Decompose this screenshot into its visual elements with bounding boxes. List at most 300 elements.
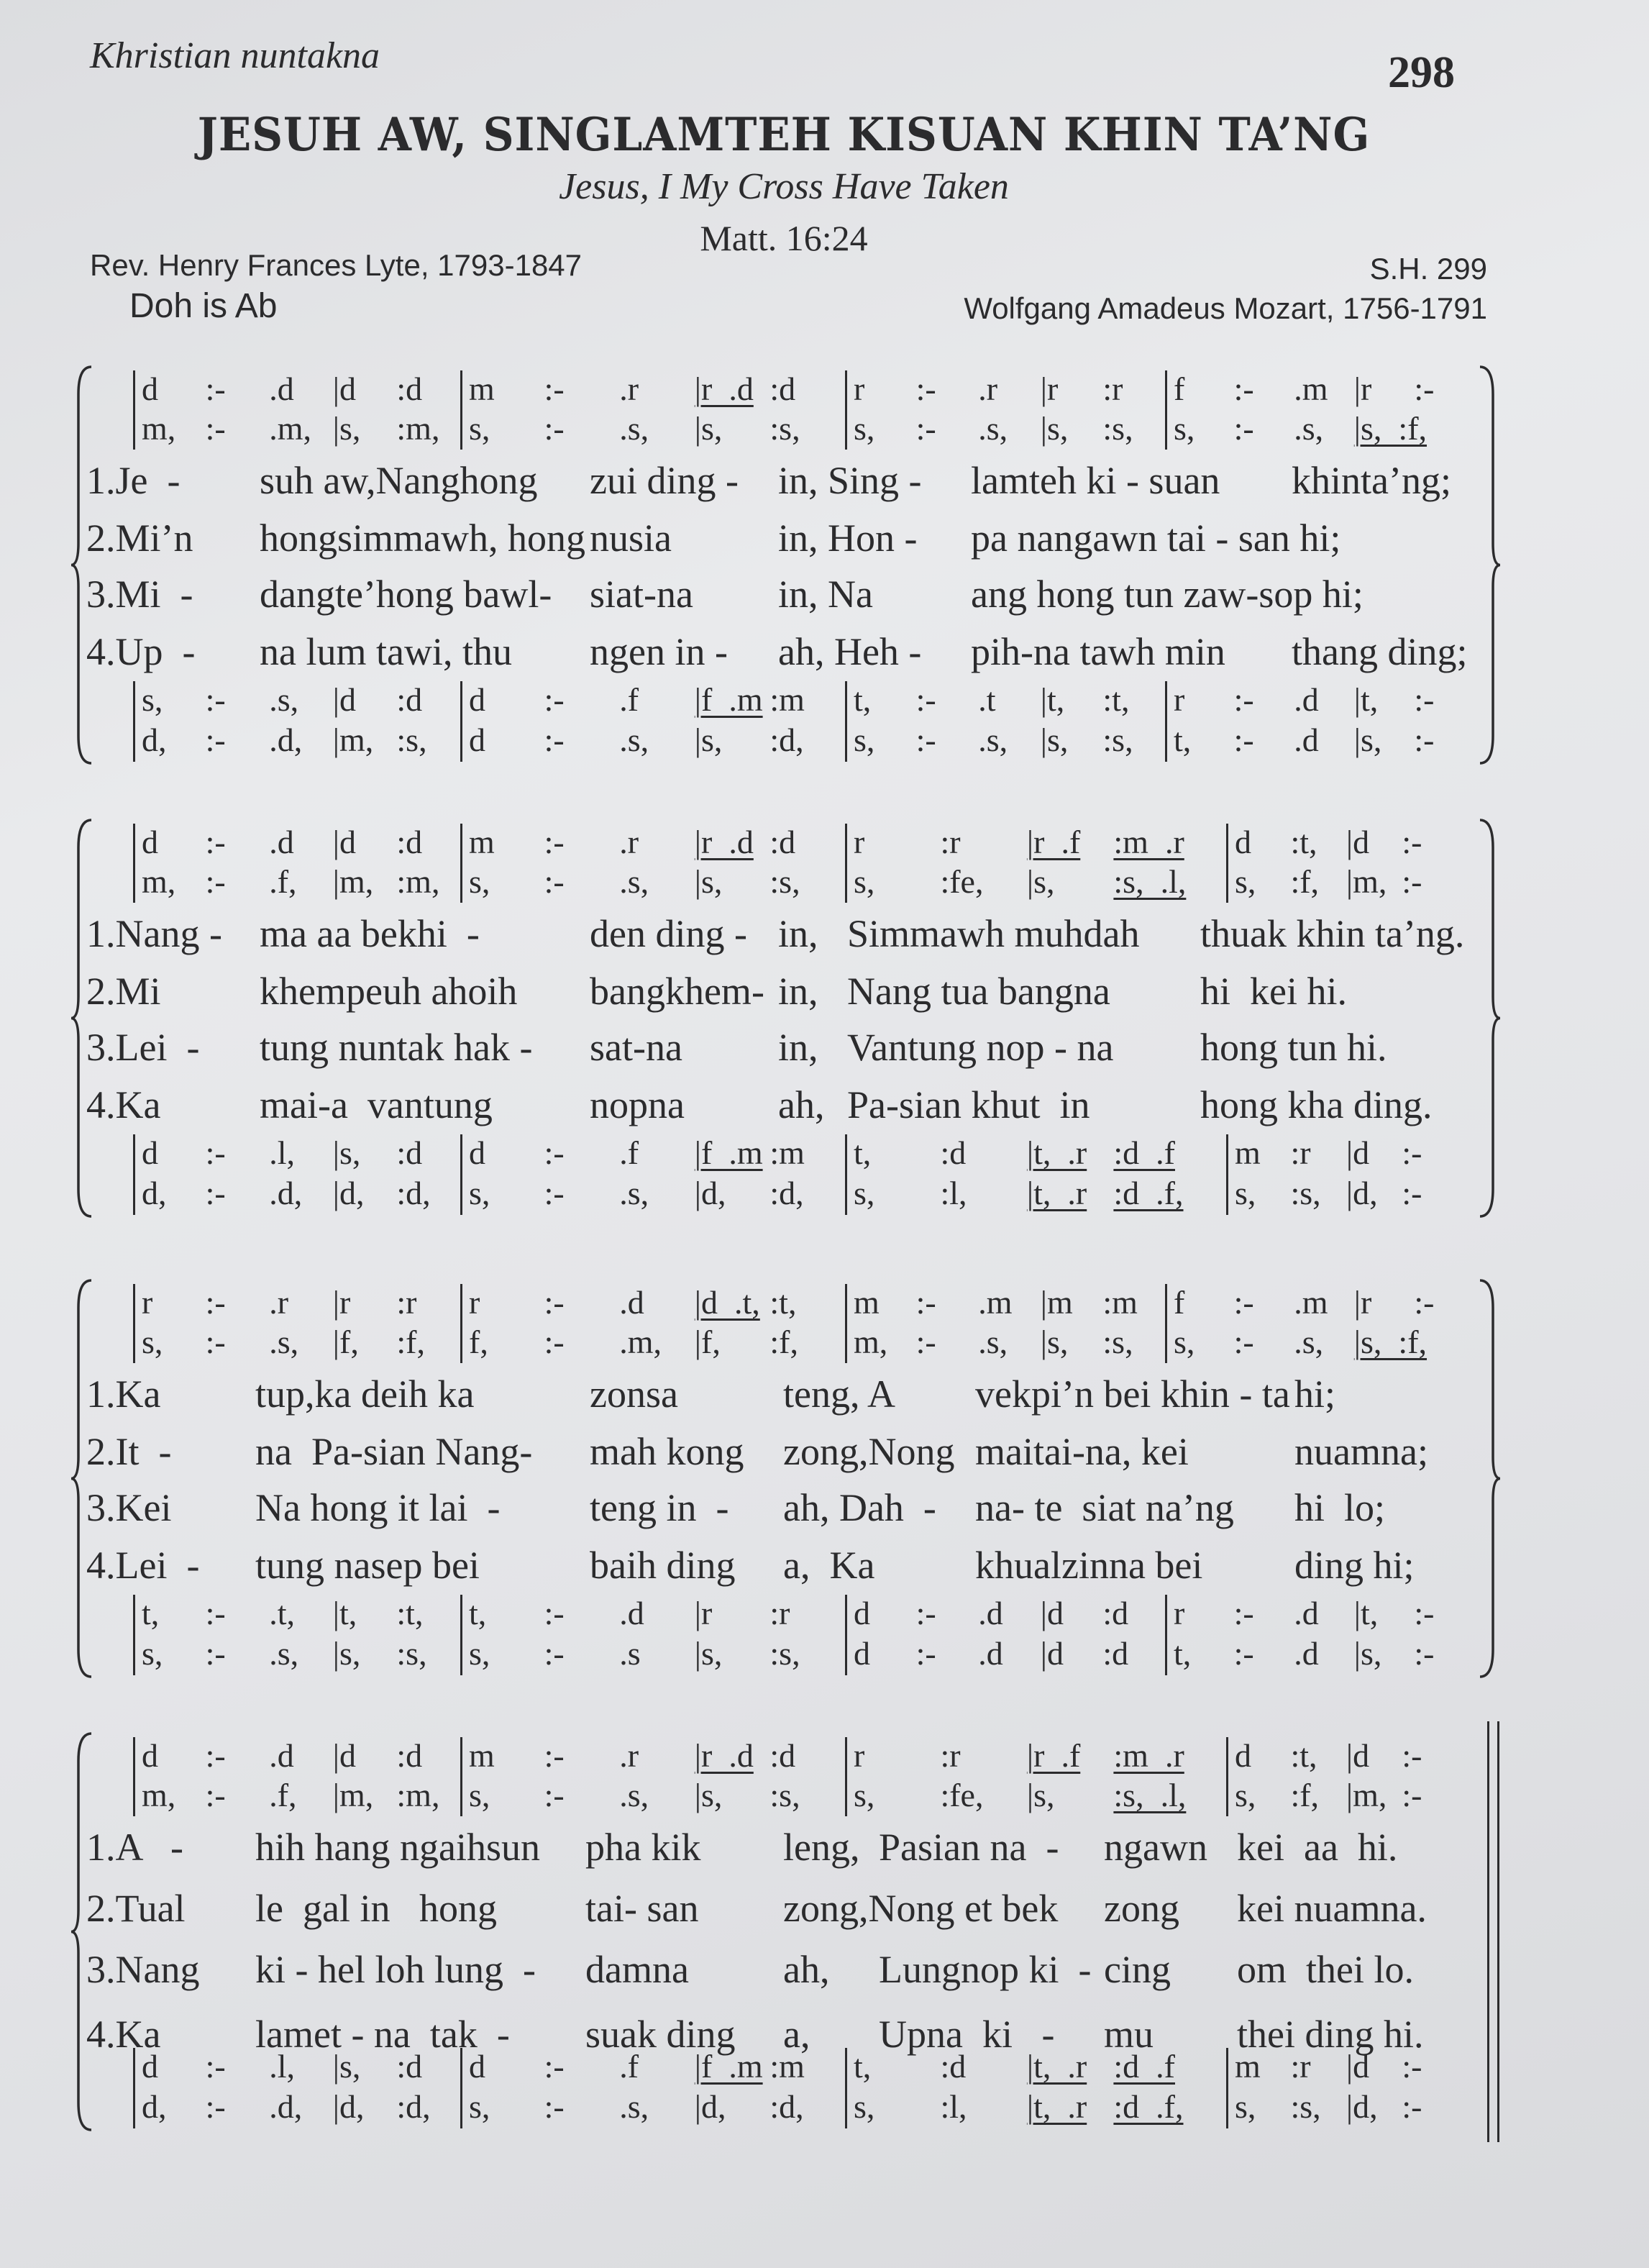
- bar-line: [1165, 1284, 1167, 1363]
- bar-line: [460, 2048, 462, 2128]
- solfa-note: d: [142, 1134, 158, 1171]
- lyric-syllable: ang hong tun zaw-sop hi;: [971, 573, 1363, 616]
- lyric-syllable: ah, Dah -: [783, 1486, 936, 1529]
- solfa-note: .d: [619, 1284, 644, 1321]
- solfa-note: |d: [332, 1737, 357, 1774]
- verse-line-2: [0, 1883, 1649, 1934]
- solfa-note: :-: [1414, 681, 1435, 718]
- solfa-note: :-: [205, 2048, 226, 2085]
- lyric-syllable: siat-na: [590, 573, 693, 616]
- measure: [854, 1133, 1226, 1172]
- measure: [469, 1173, 845, 1213]
- solfa-note: t,: [142, 1595, 160, 1631]
- solfa-note: :t,: [1102, 681, 1130, 718]
- solfa-note: |d,: [1346, 1175, 1378, 1211]
- solfa-note: s,: [1235, 1777, 1256, 1813]
- book-title: Khristian nuntakna: [90, 35, 380, 76]
- soprano-notation-row: [0, 369, 1649, 409]
- solfa-note: :-: [1402, 2088, 1422, 2125]
- measure: [142, 1173, 460, 1213]
- solfa-note: :s, .l,: [1113, 863, 1187, 900]
- lyric-syllable: in, Hon -: [778, 516, 918, 560]
- composer: Wolfgang Amadeus Mozart, 1756-1791: [964, 291, 1487, 325]
- lyric-syllable: tung nasep bei: [255, 1544, 480, 1587]
- lyric-syllable: Lungnop ki -: [879, 1948, 1092, 1991]
- solfa-note: :t,: [1290, 824, 1317, 860]
- lyric-syllable: na lum tawi, thu: [260, 630, 512, 673]
- bass-notation-row: [0, 1173, 1649, 1213]
- lyric-syllable: teng in -: [590, 1486, 729, 1529]
- lyric-syllable: suh aw,Nanghong: [260, 459, 538, 502]
- lyric-syllable: sat-na: [590, 1026, 682, 1069]
- solfa-note: .f: [619, 681, 639, 718]
- measure: [469, 1322, 845, 1362]
- lyric-syllable: Pa-sian khut in: [847, 1083, 1090, 1126]
- solfa-note: |t, .r: [1026, 1134, 1087, 1171]
- solfa-note: :r: [1290, 2048, 1311, 2085]
- solfa-note: .r: [619, 1737, 639, 1774]
- solfa-note: :r: [940, 1737, 961, 1774]
- solfa-note: :m: [769, 2048, 805, 2085]
- right-brace: [1474, 1279, 1503, 1678]
- solfa-note: :-: [205, 370, 226, 407]
- lyric-syllable: cing: [1104, 1948, 1171, 1991]
- measure: [469, 369, 845, 409]
- solfa-note: :-: [544, 1284, 565, 1321]
- solfa-note: :r: [1290, 1134, 1311, 1171]
- lyric-syllable: ki - hel loh lung -: [255, 1948, 536, 1991]
- lyric-syllable: 3.Nang: [86, 1948, 200, 1991]
- solfa-note: :s,: [1102, 721, 1133, 758]
- solfa-note: r: [142, 1284, 153, 1321]
- solfa-note: :r: [1102, 370, 1123, 407]
- solfa-note: s,: [854, 410, 875, 447]
- solfa-note: t,: [854, 2048, 872, 2085]
- solfa-note: s,: [469, 1635, 490, 1672]
- solfa-note: |d: [332, 681, 357, 718]
- measure: [1235, 1775, 1474, 1815]
- verse-line-4: [0, 1080, 1649, 1130]
- hymn-title: JESUH AW, SINGLAMTEH KISUAN KHIN TA’NG: [197, 108, 1371, 162]
- solfa-note: :-: [1414, 1635, 1435, 1672]
- solfa-note: d: [469, 1134, 485, 1171]
- measure: [1235, 822, 1474, 862]
- lyric-syllable: hong tun hi.: [1200, 1026, 1387, 1069]
- solfa-note: |s,: [1040, 1324, 1069, 1360]
- solfa-note: .d: [978, 1595, 1003, 1631]
- solfa-note: |f .m: [694, 1134, 763, 1171]
- lyric-syllable: 2.It -: [86, 1430, 172, 1473]
- measure: [1174, 1322, 1474, 1362]
- lyric-syllable: 3.Kei: [86, 1486, 172, 1529]
- solfa-note: :-: [1402, 1777, 1422, 1813]
- solfa-note: :-: [205, 1324, 226, 1360]
- solfa-note: :d .f: [1113, 1134, 1175, 1171]
- solfa-note: :-: [1233, 681, 1254, 718]
- solfa-note: :d,: [396, 2088, 431, 2125]
- lyric-syllable: in,: [778, 970, 818, 1013]
- solfa-note: |r: [1353, 370, 1372, 407]
- music-system: [0, 1736, 1649, 2139]
- solfa-note: .m: [978, 1284, 1013, 1321]
- soprano-notation-row: [0, 822, 1649, 862]
- solfa-note: .r: [978, 370, 998, 407]
- right-brace: [1474, 365, 1503, 765]
- solfa-note: |t, .r: [1026, 1175, 1087, 1211]
- solfa-note: .d: [1294, 721, 1319, 758]
- solfa-note: :-: [544, 1635, 565, 1672]
- solfa-note: :-: [1414, 721, 1435, 758]
- solfa-note: :d: [396, 824, 423, 860]
- solfa-note: |m,: [332, 721, 374, 758]
- lyric-syllable: tung nuntak hak -: [260, 1026, 533, 1069]
- lyric-syllable: ah, Heh -: [778, 630, 922, 673]
- soprano-notation-row: [0, 1283, 1649, 1322]
- measure: [1235, 1736, 1474, 1775]
- solfa-note: :-: [1414, 1284, 1435, 1321]
- solfa-note: |s,: [694, 721, 723, 758]
- measure: [1235, 862, 1474, 901]
- solfa-note: |s, :f,: [1353, 1324, 1428, 1360]
- solfa-note: |f .m: [694, 681, 763, 718]
- bar-line: [460, 1595, 462, 1675]
- lyric-syllable: 1.Nang -: [86, 912, 222, 955]
- lyric-syllable: vekpi’n bei khin - ta: [975, 1372, 1290, 1416]
- measure: [469, 409, 845, 448]
- lyric-syllable: tup,ka deih ka: [255, 1372, 475, 1416]
- solfa-note: :f,: [769, 1324, 798, 1360]
- alto-notation-row: [0, 409, 1649, 448]
- lyric-syllable: lamet - na tak -: [255, 2013, 510, 2056]
- solfa-note: |d,: [332, 2088, 365, 2125]
- solfa-note: s,: [469, 863, 490, 900]
- solfa-note: :-: [205, 1737, 226, 1774]
- lyric-syllable: thei ding hi.: [1237, 2013, 1424, 2056]
- lyric-syllable: in,: [778, 1026, 818, 1069]
- measure: [854, 369, 1165, 409]
- tenor-notation-row: [0, 1133, 1649, 1172]
- measure: [142, 720, 460, 760]
- lyric-syllable: 1.Je -: [86, 459, 181, 502]
- solfa-note: :m: [769, 1134, 805, 1171]
- solfa-note: |r .f: [1026, 1737, 1081, 1774]
- lyric-syllable: om thei lo.: [1237, 1948, 1414, 1991]
- bass-notation-row: [0, 2087, 1649, 2126]
- measure: [854, 862, 1226, 901]
- solfa-note: |s,: [1026, 863, 1055, 900]
- solfa-note: |r .d: [694, 370, 754, 407]
- bar-line: [133, 1134, 135, 1215]
- lyric-syllable: zui ding -: [590, 459, 739, 502]
- bar-line: [845, 1284, 847, 1363]
- verse-line-3: [0, 1944, 1649, 1995]
- solfa-note: |f,: [694, 1324, 721, 1360]
- measure: [854, 1593, 1165, 1633]
- solfa-note: d: [854, 1595, 870, 1631]
- lyric-syllable: khempeuh ahoih: [260, 970, 518, 1013]
- solfa-note: d,: [142, 1175, 167, 1211]
- solfa-note: s,: [1235, 2088, 1256, 2125]
- lyric-syllable: Nang tua bangna: [847, 970, 1110, 1013]
- measure: [469, 1133, 845, 1172]
- solfa-note: |s,: [1040, 721, 1069, 758]
- solfa-note: .s,: [1294, 410, 1324, 447]
- lyric-syllable: mah kong: [590, 1430, 744, 1473]
- lyric-syllable: zong: [1104, 1887, 1179, 1930]
- bar-line: [133, 824, 135, 903]
- solfa-note: |t,: [1353, 681, 1379, 718]
- lyric-syllable: Vantung nop - na: [847, 1026, 1114, 1069]
- lyric-syllable: ngawn: [1104, 1826, 1207, 1869]
- measure: [854, 2087, 1226, 2126]
- solfa-note: |t,: [1040, 681, 1065, 718]
- bar-line: [133, 2048, 135, 2128]
- lyric-syllable: nuamna;: [1294, 1430, 1428, 1473]
- solfa-note: |r: [1040, 370, 1059, 407]
- measure: [854, 1634, 1165, 1673]
- bass-notation-row: [0, 720, 1649, 760]
- solfa-note: d: [1235, 824, 1251, 860]
- measure: [142, 369, 460, 409]
- measure: [1235, 1133, 1474, 1172]
- tenor-notation-row: [0, 1593, 1649, 1633]
- bar-line: [460, 681, 462, 762]
- solfa-note: |s,: [332, 1635, 361, 1672]
- solfa-note: :-: [544, 824, 565, 860]
- solfa-note: .r: [269, 1284, 289, 1321]
- solfa-note: :-: [544, 721, 565, 758]
- verse-line-2: [0, 1426, 1649, 1477]
- lyric-syllable: thuak khin ta’ng.: [1200, 912, 1465, 955]
- solfa-note: :s, .l,: [1113, 1777, 1187, 1813]
- solfa-note: :-: [205, 2088, 226, 2125]
- solfa-note: s,: [142, 1635, 163, 1672]
- bar-line: [1226, 1134, 1228, 1215]
- alto-notation-row: [0, 1775, 1649, 1815]
- solfa-note: |d,: [332, 1175, 365, 1211]
- solfa-note: :-: [1233, 1284, 1254, 1321]
- measure: [854, 822, 1226, 862]
- measure: [142, 409, 460, 448]
- solfa-note: |m: [1040, 1284, 1073, 1321]
- solfa-note: |d,: [694, 1175, 726, 1211]
- verse-line-1: [0, 1822, 1649, 1872]
- solfa-note: s,: [469, 2088, 490, 2125]
- solfa-note: :-: [544, 681, 565, 718]
- bar-line: [845, 681, 847, 762]
- measure: [469, 1283, 845, 1322]
- solfa-note: d: [469, 2048, 485, 2085]
- solfa-note: :m: [1102, 1284, 1138, 1321]
- solfa-note: :-: [205, 721, 226, 758]
- lyric-syllable: 4.Ka: [86, 1083, 161, 1126]
- measure: [142, 822, 460, 862]
- solfa-note: |t,: [1353, 1595, 1379, 1631]
- verse-line-4: [0, 2009, 1649, 2059]
- lyric-syllable: 2.Mi’n: [86, 516, 193, 560]
- measure: [1174, 680, 1474, 719]
- solfa-note: m: [469, 1737, 495, 1774]
- solfa-note: :-: [544, 2088, 565, 2125]
- solfa-note: .t: [978, 681, 996, 718]
- solfa-note: :d,: [769, 2088, 804, 2125]
- solfa-note: :-: [205, 1175, 226, 1211]
- solfa-note: :d: [769, 824, 796, 860]
- lyric-syllable: damna: [585, 1948, 689, 1991]
- bar-line: [845, 1134, 847, 1215]
- lyric-syllable: pa nangawn tai - san hi;: [971, 516, 1341, 560]
- solfa-note: .s,: [978, 721, 1008, 758]
- measure: [854, 1283, 1165, 1322]
- solfa-note: s,: [854, 1777, 875, 1813]
- solfa-note: :-: [544, 370, 565, 407]
- solfa-note: :-: [544, 1595, 565, 1631]
- solfa-note: :d: [769, 370, 796, 407]
- lyric-syllable: ah,: [783, 1948, 830, 1991]
- solfa-note: :s,: [769, 1777, 800, 1813]
- solfa-note: :f,: [396, 1324, 425, 1360]
- solfa-note: .m: [1294, 1284, 1328, 1321]
- bar-line: [845, 370, 847, 450]
- sh-number: S.H. 299: [1369, 252, 1487, 286]
- solfa-note: m,: [142, 410, 176, 447]
- solfa-note: .d: [1294, 1635, 1319, 1672]
- lyric-syllable: 2.Mi: [86, 970, 161, 1013]
- solfa-note: :d: [396, 370, 423, 407]
- lyric-syllable: hih hang ngaihsun: [255, 1826, 540, 1869]
- solfa-note: .s,: [269, 1635, 299, 1672]
- solfa-note: :m,: [396, 1777, 440, 1813]
- solfa-note: d: [469, 681, 485, 718]
- solfa-note: .m: [1294, 370, 1328, 407]
- solfa-note: |d .t,: [694, 1284, 760, 1321]
- solfa-note: .s,: [619, 863, 649, 900]
- lyric-syllable: in,: [778, 912, 818, 955]
- solfa-note: :s,: [396, 721, 427, 758]
- lyric-syllable: mu: [1104, 2013, 1154, 2056]
- solfa-note: s,: [854, 721, 875, 758]
- lyric-syllable: zong,Nong: [783, 1430, 955, 1473]
- measure: [142, 1634, 460, 1673]
- solfa-note: .s,: [619, 1175, 649, 1211]
- solfa-note: |m,: [332, 1777, 374, 1813]
- measure: [142, 1283, 460, 1322]
- solfa-note: .r: [619, 370, 639, 407]
- english-title: Jesus, I My Cross Have Taken: [559, 166, 1009, 207]
- solfa-note: .m,: [269, 410, 311, 447]
- lyric-syllable: maitai-na, kei: [975, 1430, 1189, 1473]
- solfa-note: :-: [915, 370, 936, 407]
- solfa-note: s,: [1235, 1175, 1256, 1211]
- solfa-note: :d: [396, 1134, 423, 1171]
- solfa-note: :d: [1102, 1635, 1129, 1672]
- solfa-note: :m,: [396, 863, 440, 900]
- lyric-syllable: in, Na: [778, 573, 873, 616]
- solfa-note: .m,: [619, 1324, 662, 1360]
- solfa-note: |s,: [1353, 721, 1382, 758]
- solfa-note: |d: [332, 370, 357, 407]
- lyric-syllable: ma aa bekhi -: [260, 912, 480, 955]
- measure: [1235, 1173, 1474, 1213]
- solfa-note: :-: [1402, 1737, 1422, 1774]
- bar-line: [460, 1284, 462, 1363]
- bar-line: [133, 1284, 135, 1363]
- solfa-note: d: [854, 1635, 870, 1672]
- solfa-note: |d,: [1346, 2088, 1378, 2125]
- solfa-note: s,: [142, 681, 163, 718]
- solfa-note: :d: [1102, 1595, 1129, 1631]
- solfa-note: |f,: [332, 1324, 359, 1360]
- solfa-note: |d: [1346, 824, 1370, 860]
- solfa-note: :-: [1402, 1134, 1422, 1171]
- bar-line: [133, 1737, 135, 1816]
- solfa-note: f,: [469, 1324, 488, 1360]
- soprano-notation-row: [0, 1736, 1649, 1775]
- lyric-syllable: nusia: [590, 516, 672, 560]
- solfa-note: d: [142, 370, 158, 407]
- solfa-note: :s,: [1290, 1175, 1321, 1211]
- solfa-note: m: [469, 824, 495, 860]
- solfa-note: s,: [854, 2088, 875, 2125]
- solfa-note: :-: [1414, 370, 1435, 407]
- solfa-note: d: [142, 824, 158, 860]
- solfa-note: |t, .r: [1026, 2088, 1087, 2125]
- lyric-syllable: pha kik: [585, 1826, 701, 1869]
- solfa-note: :-: [915, 1595, 936, 1631]
- solfa-note: :-: [915, 1324, 936, 1360]
- lyric-syllable: Pasian na -: [879, 1826, 1059, 1869]
- solfa-note: :m,: [396, 410, 440, 447]
- solfa-note: d,: [142, 2088, 167, 2125]
- solfa-note: .d: [1294, 681, 1319, 718]
- solfa-note: |s,: [332, 1134, 361, 1171]
- solfa-note: |d: [1346, 1134, 1370, 1171]
- measure: [142, 1322, 460, 1362]
- bar-line: [133, 681, 135, 762]
- solfa-note: d: [469, 721, 485, 758]
- lyric-syllable: 3.Lei -: [86, 1026, 200, 1069]
- solfa-note: .s: [619, 1635, 641, 1672]
- measure: [854, 1775, 1226, 1815]
- solfa-note: r: [854, 370, 865, 407]
- verse-line-4: [0, 1540, 1649, 1590]
- lyric-syllable: pih-na tawh min: [971, 630, 1225, 673]
- music-system: [0, 1283, 1649, 1685]
- solfa-note: :s,: [769, 410, 800, 447]
- solfa-note: |d: [1346, 2048, 1370, 2085]
- solfa-note: |m,: [332, 863, 374, 900]
- left-brace: [68, 1279, 97, 1678]
- solfa-note: |d: [1040, 1595, 1064, 1631]
- solfa-note: r: [469, 1284, 480, 1321]
- lyric-syllable: nopna: [590, 1083, 685, 1126]
- solfa-note: :s,: [1102, 1324, 1133, 1360]
- solfa-note: |s,: [694, 1635, 723, 1672]
- solfa-note: m: [1235, 1134, 1261, 1171]
- lyric-syllable: hi lo;: [1294, 1486, 1386, 1529]
- left-brace: [68, 819, 97, 1218]
- lyric-syllable: a, Ka: [783, 1544, 875, 1587]
- solfa-note: .f: [619, 1134, 639, 1171]
- lyric-syllable: 1.Ka: [86, 1372, 161, 1416]
- solfa-note: :s,: [1102, 410, 1133, 447]
- solfa-note: .l,: [269, 2048, 295, 2085]
- solfa-note: |s,: [694, 410, 723, 447]
- measure: [142, 1133, 460, 1172]
- solfa-note: s,: [1174, 1324, 1195, 1360]
- solfa-note: .d: [1294, 1595, 1319, 1631]
- solfa-note: s,: [469, 1777, 490, 1813]
